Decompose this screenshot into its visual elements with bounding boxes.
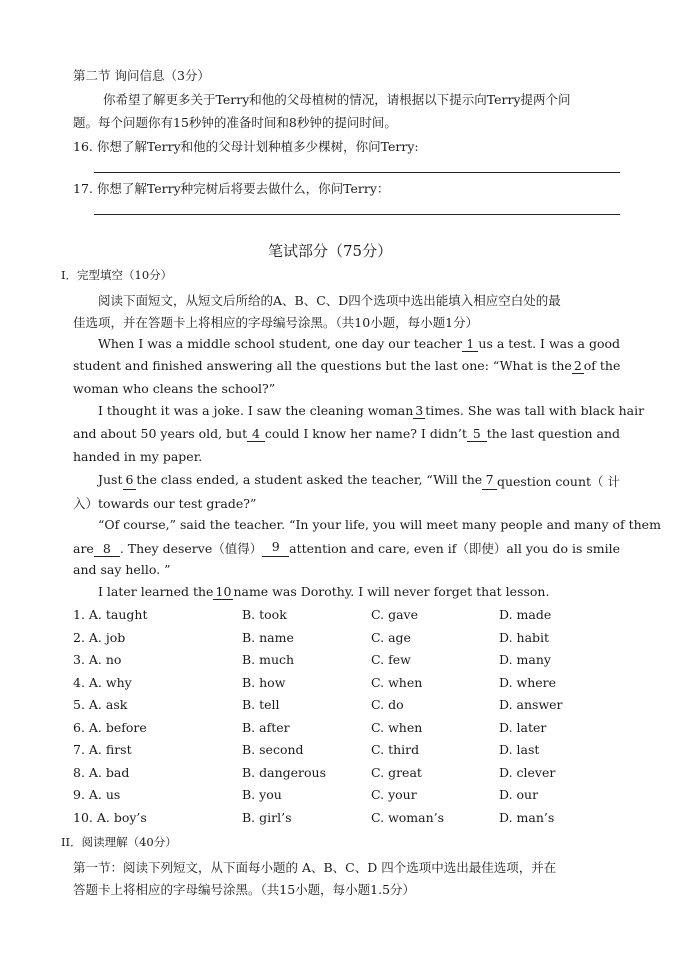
- option-7-b: B. second: [242, 742, 304, 757]
- option-9-d: D. our: [499, 787, 539, 802]
- option-6-d: D. later: [499, 719, 547, 735]
- passage-text: When I was a middle school student, one day our teacher: [98, 336, 463, 351]
- option-10-b: B. girl’s: [242, 809, 292, 825]
- option-3-a: 3. A. no: [73, 652, 122, 667]
- option-3-b: B. much: [242, 652, 295, 667]
- option-1-c: C. gave: [371, 607, 418, 622]
- option-8-b: B. dangerous: [242, 764, 327, 780]
- option-8-a: 8. A. bad: [73, 764, 130, 780]
- passage-line: [73, 539, 620, 557]
- option-9-c: C. your: [371, 787, 417, 802]
- option-10-a: 10. A. boy’s: [73, 809, 147, 825]
- passage-text: woman who cleans the school?”: [73, 381, 276, 396]
- blank-9: 9: [262, 539, 289, 557]
- option-7-d: D. last: [499, 742, 540, 757]
- blank-10: 10: [213, 584, 233, 600]
- passage-line: [98, 336, 620, 352]
- answer-line-16: [94, 172, 620, 173]
- option-10-c: C. woman’s: [371, 809, 445, 825]
- option-2-b: B. name: [242, 629, 294, 645]
- passage-text: times. She was tall with black hair: [425, 403, 645, 418]
- blank-5: 5: [467, 426, 487, 442]
- reading-instruction-1: 第一节：阅读下列短文，从下面每小题的 A、B、C、D 四个选项中选出最佳选项，并在: [73, 860, 557, 875]
- passage-text: question count（ 计: [496, 474, 620, 489]
- option-1-a: 1. A. taught: [73, 607, 148, 622]
- passage-text: Just: [98, 472, 123, 487]
- passage-text: attention and care, even if（即使）all you do is smile: [289, 541, 620, 556]
- option-3-d: D. many: [499, 652, 551, 667]
- passage-text: student and finished answering all the questions but the last one: “What is the: [73, 358, 572, 373]
- passage-text: I thought it was a joke. I saw the cleaning woman: [98, 403, 414, 418]
- option-4-c: C. when: [371, 674, 423, 690]
- cloze-instruction-2: 佳选项，并在答题卡上将相应的字母编号涂黑。（共10小题，每小题1分）: [73, 315, 479, 330]
- cloze-heading: I．完型填空（10分）: [61, 268, 173, 282]
- option-4-a: 4. A. why: [73, 674, 132, 690]
- passage-text: name was Dorothy. I will never forget that lesson.: [233, 584, 550, 599]
- passage-text: handed in my paper.: [73, 449, 203, 464]
- passage-line: [98, 584, 549, 600]
- option-4-b: B. how: [242, 674, 286, 690]
- option-2-a: 2. A. job: [73, 629, 126, 645]
- option-7-a: 7. A. first: [73, 742, 132, 757]
- passage-text: the class ended, a student asked the teacher, “Will the: [136, 472, 483, 487]
- option-5-b: B. tell: [242, 697, 280, 712]
- passage-line: [98, 403, 645, 419]
- blank-8: 8: [94, 541, 120, 557]
- blank-4: 4: [247, 426, 265, 442]
- passage-text: . They deserve（值得）: [119, 541, 263, 556]
- passage-text: us a test. I was a good: [478, 336, 620, 351]
- blank-7: 7: [482, 472, 497, 490]
- passage-text: and say hello. ”: [73, 562, 171, 577]
- option-1-d: D. made: [499, 607, 552, 622]
- option-7-c: C. third: [371, 742, 420, 757]
- blank-6: 6: [123, 472, 137, 490]
- answer-line-17: [94, 214, 620, 215]
- passage-text: 入）towards our test grade?”: [73, 496, 257, 511]
- passage-text: are: [73, 541, 94, 556]
- reading-instruction-2: 答题卡上将相应的字母编号涂黑。（共15小题，每小题1.5分）: [73, 882, 416, 897]
- option-5-c: C. do: [371, 697, 404, 712]
- passage-text: I later learned the: [98, 584, 214, 599]
- option-4-d: D. where: [499, 674, 557, 690]
- option-6-a: 6. A. before: [73, 719, 147, 735]
- passage-line: [98, 472, 620, 490]
- blank-2: 2: [573, 358, 582, 373]
- reading-heading: II．阅读理解（40分）: [61, 835, 177, 849]
- written-part-title: 笔试部分（75分）: [268, 242, 393, 260]
- passage-text: “Of course,” said the teacher. “In your life, you will meet many people and many of them: [98, 517, 661, 532]
- passage-text: of the: [583, 358, 621, 373]
- option-1-b: B. took: [242, 607, 287, 622]
- question-17: 17. 你想了解Terry种完树后将要去做什么，你问Terry：: [73, 181, 390, 196]
- intro-line-2: 题。每个问题你有15秒钟的准备时间和8秒钟的提问时间。: [73, 115, 397, 130]
- option-2-c: C. age: [371, 629, 411, 645]
- option-3-c: C. few: [371, 652, 411, 667]
- passage-text: and about 50 years old, but: [73, 426, 248, 441]
- passage-text: the last question and: [486, 426, 620, 441]
- passage-line: [73, 358, 620, 374]
- blank-3: 3: [415, 403, 424, 418]
- option-2-d: D. habit: [499, 629, 550, 645]
- passage-text: could I know her name? I didn’t: [264, 426, 467, 441]
- intro-line-1: 你希望了解更多关于Terry和他的父母植树的情况，请根据以下提示向Terry提两个问: [103, 92, 571, 107]
- option-8-d: D. clever: [499, 764, 556, 780]
- option-9-b: B. you: [242, 787, 282, 802]
- question-16: 16. 你想了解Terry和他的父母计划种植多少棵树，你问Terry:: [73, 139, 419, 154]
- section-title: 第二节 询问信息（3分）: [73, 68, 210, 83]
- option-6-c: C. when: [371, 719, 423, 735]
- passage-line: [73, 426, 620, 442]
- cloze-instruction-1: 阅读下面短文，从短文后所给的A、B、C、D四个选项中选出能填入相应空白处的最: [98, 293, 561, 308]
- option-8-c: C. great: [371, 764, 422, 780]
- blank-1: 1: [462, 336, 478, 352]
- option-10-d: D. man’s: [499, 809, 555, 825]
- option-9-a: 9. A. us: [73, 787, 121, 802]
- option-5-a: 5. A. ask: [73, 697, 128, 712]
- option-5-d: D. answer: [499, 697, 563, 712]
- option-6-b: B. after: [242, 719, 290, 735]
